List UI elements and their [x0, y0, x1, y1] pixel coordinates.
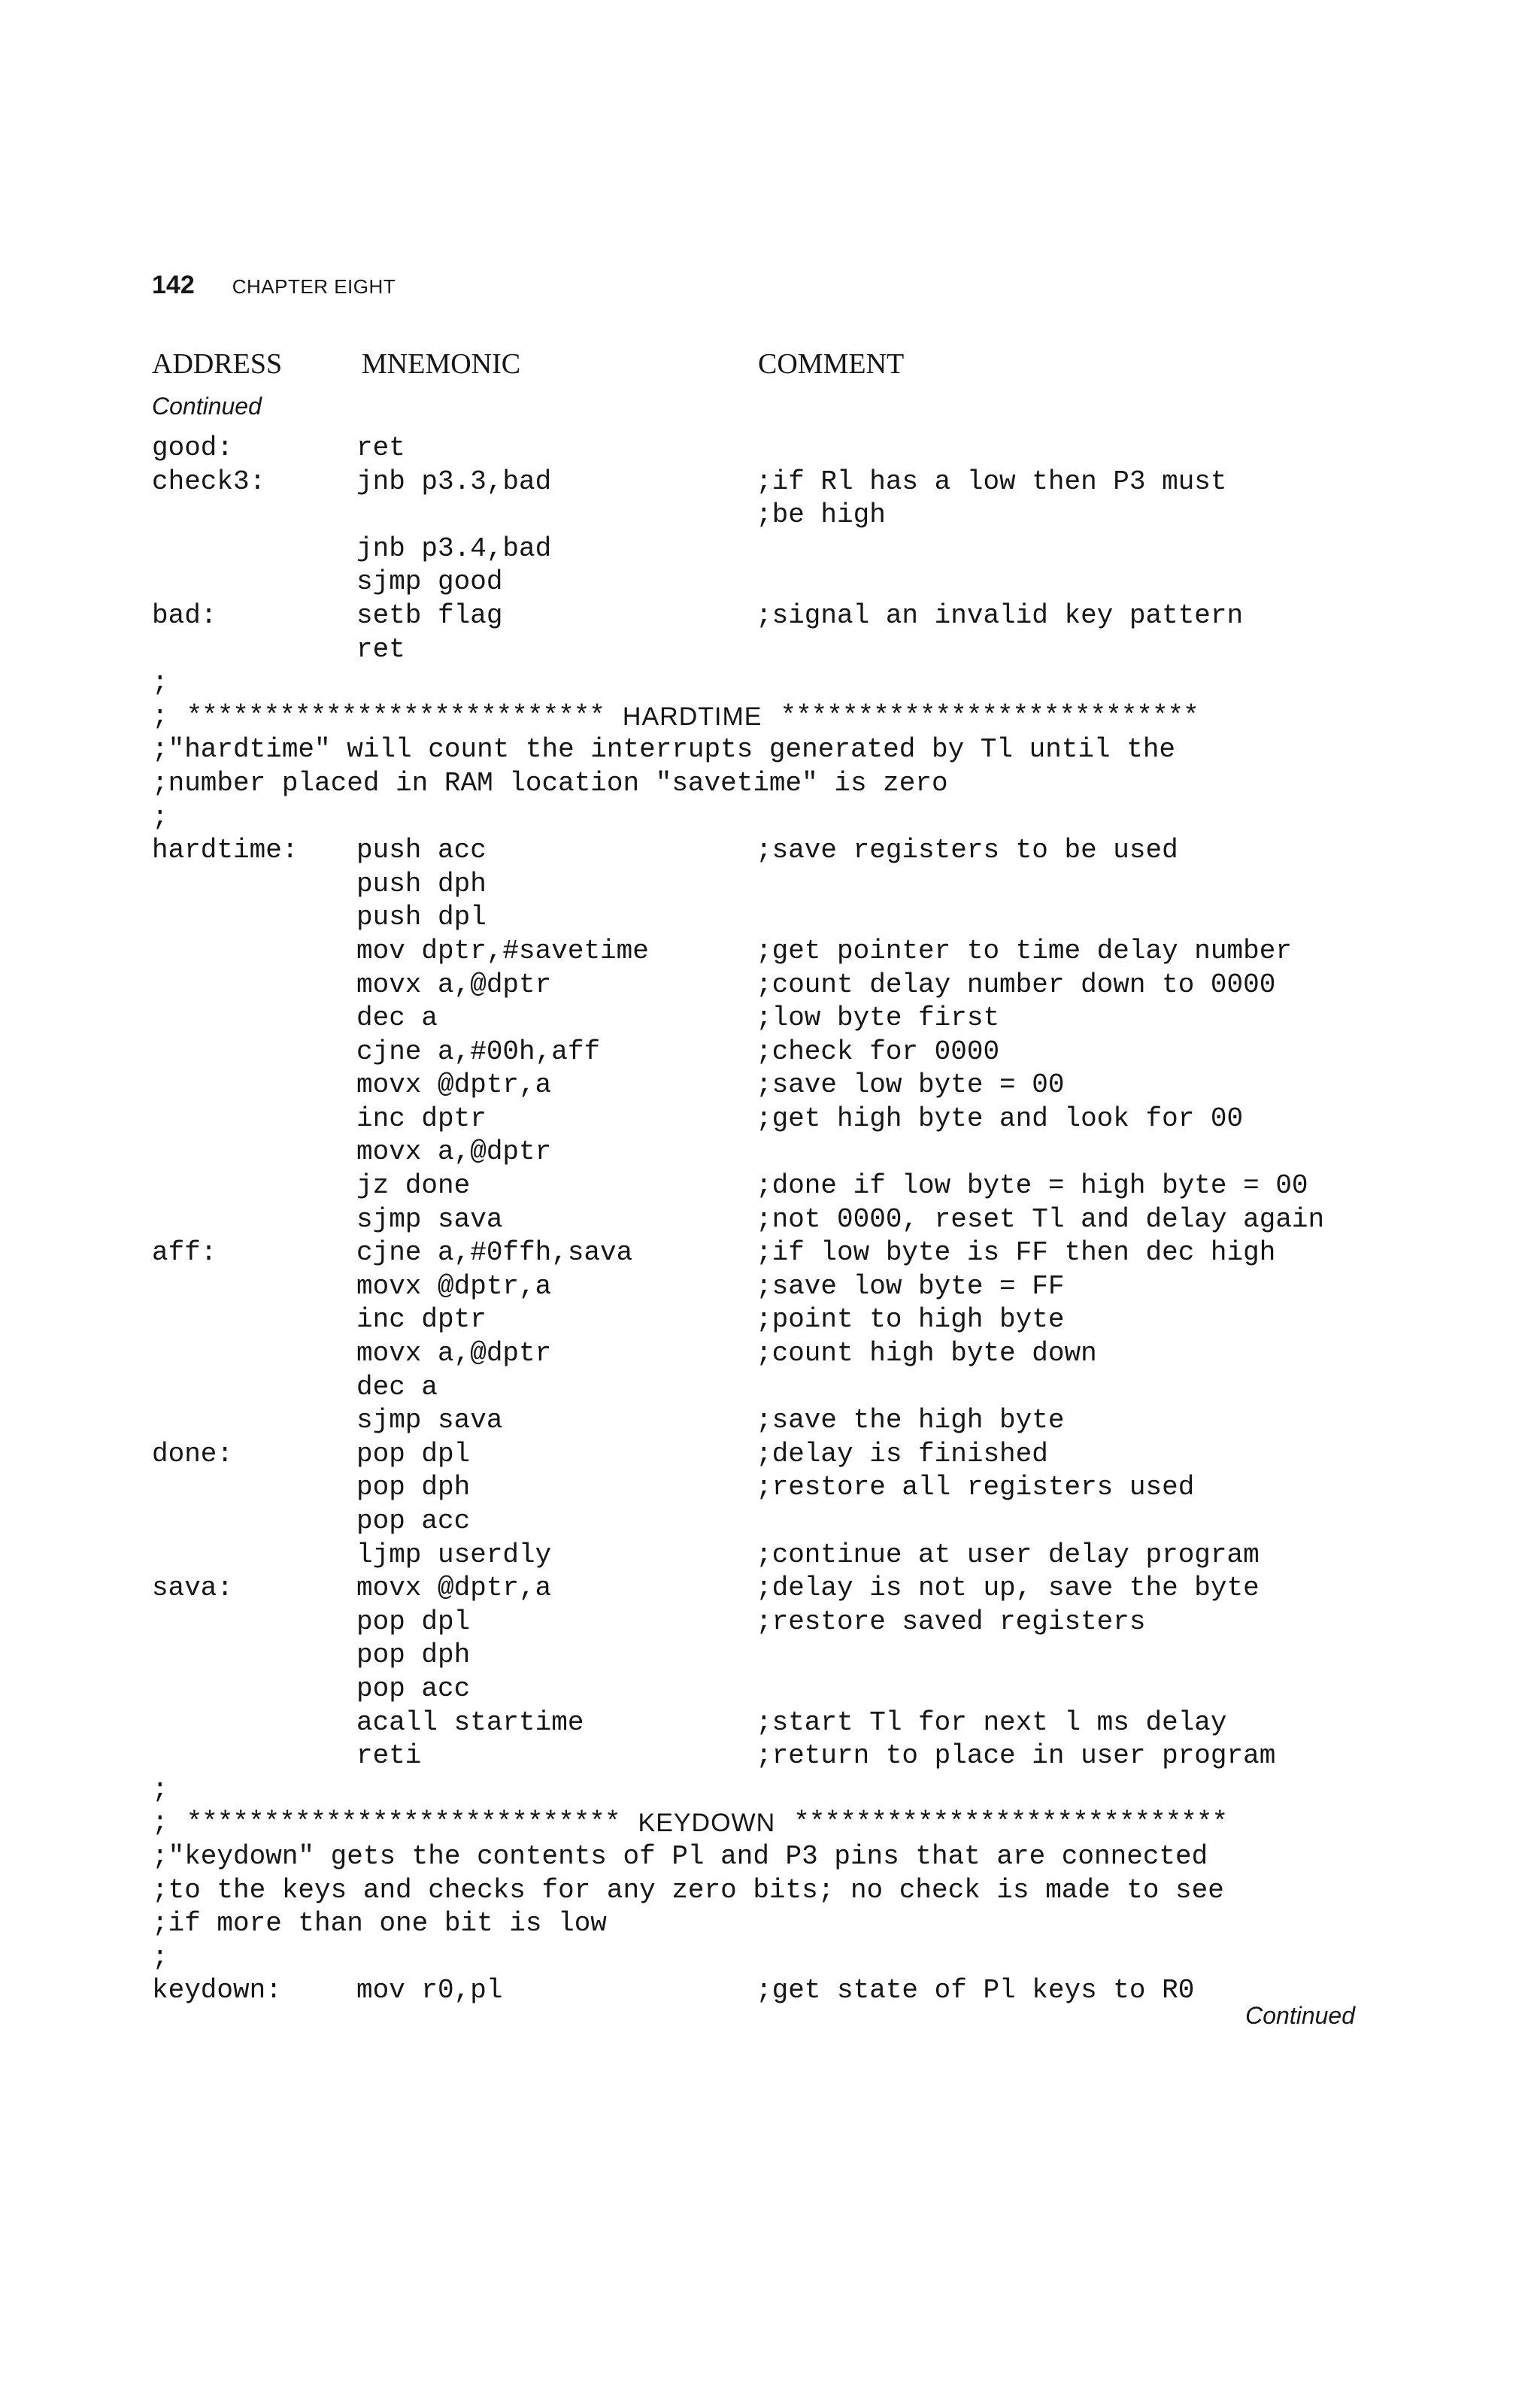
- code-line: [152, 1673, 1385, 1706]
- code-line: [152, 733, 1385, 767]
- code-comment: ;low byte first: [756, 1002, 1000, 1034]
- code-comment: ;signal an invalid key pattern: [756, 599, 1244, 631]
- code-line: [152, 1036, 1385, 1069]
- code-line: [152, 969, 1385, 1002]
- chapter-title: CHAPTER EIGHT: [232, 275, 396, 298]
- code-line: [152, 1974, 1385, 2008]
- code-label: good:: [152, 432, 234, 463]
- code-line: [152, 1270, 1385, 1304]
- code-line: [152, 1806, 1385, 1840]
- code-line: [152, 801, 1385, 835]
- code-line: [152, 1371, 1385, 1405]
- column-header-comment: COMMENT: [758, 348, 905, 380]
- code-line: [152, 1203, 1385, 1237]
- code-line: [152, 1639, 1385, 1673]
- code-mnemonic: pop acc: [356, 1673, 471, 1704]
- code-line: [152, 1706, 1385, 1740]
- code-line: [152, 1539, 1385, 1573]
- comment-line: ;: [152, 1773, 168, 1805]
- code-comment: ;delay is not up, save the byte: [756, 1573, 1260, 1604]
- code-line: [152, 1907, 1385, 1941]
- code-mnemonic: reti: [356, 1740, 422, 1772]
- section-title: HARDTIME: [622, 702, 762, 731]
- code-line: [152, 432, 1385, 466]
- code-mnemonic: inc dptr: [356, 1102, 487, 1134]
- code-line: [152, 466, 1385, 499]
- code-comment: ;return to place in user program: [756, 1740, 1276, 1772]
- code-mnemonic: cjne a,#00h,aff: [356, 1036, 601, 1067]
- code-line: [152, 1739, 1385, 1773]
- code-line: [152, 1572, 1385, 1606]
- comment-line: ;: [152, 1941, 168, 1973]
- code-mnemonic: movx a,@dptr: [356, 1136, 552, 1168]
- page-header: [152, 271, 396, 304]
- code-line: [152, 566, 1385, 599]
- code-mnemonic: movx @dptr,a: [356, 1270, 552, 1302]
- code-comment: ;point to high byte: [756, 1304, 1065, 1336]
- code-mnemonic: ret: [356, 432, 405, 463]
- code-comment: ;count high byte down: [756, 1338, 1097, 1369]
- comment-line: ;: [152, 667, 168, 699]
- code-mnemonic: movx a,@dptr: [356, 969, 552, 1000]
- code-mnemonic: pop dpl: [356, 1438, 471, 1469]
- code-label: check3:: [152, 466, 266, 497]
- code-line: [152, 633, 1385, 667]
- code-comment: ;delay is finished: [756, 1438, 1048, 1469]
- code-comment: ;get state of Pl keys to R0: [756, 1975, 1195, 2006]
- code-comment: ;save the high byte: [756, 1405, 1065, 1436]
- code-mnemonic: sjmp good: [356, 566, 503, 598]
- code-line: [152, 767, 1385, 801]
- code-mnemonic: dec a: [356, 1371, 438, 1403]
- code-comment: ;count delay number down to 0000: [756, 969, 1276, 1000]
- continued-label-top: Continued: [152, 393, 262, 420]
- code-line: [152, 1236, 1385, 1270]
- comment-line: ;if more than one bit is low: [152, 1908, 607, 1940]
- code-line: [152, 499, 1385, 532]
- comment-line: ;number placed in RAM location "savetime" is zero: [152, 767, 948, 799]
- code-comment: ;save registers to be used: [756, 835, 1178, 866]
- code-line: [152, 599, 1385, 633]
- code-mnemonic: inc dptr: [356, 1304, 487, 1336]
- code-line: [152, 868, 1385, 902]
- code-mnemonic: push acc: [356, 835, 487, 866]
- code-line: [152, 1840, 1385, 1874]
- code-line: [152, 834, 1385, 868]
- code-mnemonic: movx @dptr,a: [356, 1069, 552, 1101]
- code-comment: ;done if low byte = high byte = 00: [756, 1170, 1308, 1202]
- code-mnemonic: acall startime: [356, 1706, 584, 1738]
- comment-line: ;: [152, 801, 168, 833]
- code-line: [152, 1874, 1385, 1908]
- comment-line: ;"hardtime" will count the interrupts generated by Tl until the: [152, 734, 1176, 766]
- code-line: [152, 1303, 1385, 1337]
- column-header-address: ADDRESS: [152, 348, 283, 380]
- code-line: [152, 1136, 1385, 1169]
- code-line: [152, 1337, 1385, 1371]
- code-line: [152, 700, 1385, 734]
- code-line: [152, 1471, 1385, 1505]
- code-line: [152, 1002, 1385, 1036]
- code-label: sava:: [152, 1573, 234, 1604]
- code-mnemonic: cjne a,#0ffh,sava: [356, 1237, 633, 1269]
- code-line: [152, 1069, 1385, 1102]
- code-label: keydown:: [152, 1975, 282, 2006]
- code-mnemonic: dec a: [356, 1002, 438, 1034]
- comment-line: ;"keydown" gets the contents of Pl and P3 pins that are connected: [152, 1840, 1208, 1872]
- code-mnemonic: sjmp sava: [356, 1405, 503, 1436]
- code-comment: ;get high byte and look for 00: [756, 1102, 1244, 1134]
- column-header-mnemonic: MNEMONIC: [362, 348, 521, 380]
- code-line: [152, 901, 1385, 935]
- code-line: [152, 1102, 1385, 1136]
- code-comment: ;save low byte = FF: [756, 1270, 1065, 1302]
- code-comment: ;get pointer to time delay number: [756, 935, 1292, 966]
- code-line: [152, 532, 1385, 566]
- code-comment: ;if Rl has a low then P3 must: [756, 466, 1227, 497]
- code-label: aff:: [152, 1237, 217, 1269]
- code-line: [152, 1438, 1385, 1472]
- code-mnemonic: pop dpl: [356, 1606, 471, 1637]
- code-mnemonic: movx @dptr,a: [356, 1573, 552, 1604]
- code-comment: ;start Tl for next l ms delay: [756, 1706, 1227, 1738]
- separator-stars-right: ****************************: [793, 1807, 1228, 1839]
- code-mnemonic: sjmp sava: [356, 1203, 503, 1235]
- code-listing: [152, 432, 1385, 2008]
- code-comment: ;restore saved registers: [756, 1606, 1146, 1637]
- code-label: hardtime:: [152, 835, 299, 866]
- section-separator-semicolon: ;: [152, 700, 168, 732]
- separator-stars-left: ****************************: [186, 1807, 620, 1839]
- code-comment: ;not 0000, reset Tl and delay again: [756, 1203, 1325, 1235]
- code-label: done:: [152, 1438, 234, 1469]
- code-line: [152, 1404, 1385, 1438]
- code-label: bad:: [152, 599, 217, 631]
- section-separator-semicolon: ;: [152, 1807, 168, 1839]
- code-mnemonic: setb flag: [356, 599, 503, 631]
- code-comment: ;if low byte is FF then dec high: [756, 1237, 1276, 1269]
- code-mnemonic: mov dptr,#savetime: [356, 935, 649, 966]
- page-number: 142: [152, 271, 195, 299]
- separator-stars-left: ***************************: [186, 700, 605, 732]
- code-mnemonic: push dph: [356, 868, 487, 899]
- code-line: [152, 1505, 1385, 1539]
- code-comment: ;save low byte = 00: [756, 1069, 1065, 1101]
- continued-label-bottom: Continued: [1245, 2002, 1355, 2029]
- code-comment: ;restore all registers used: [756, 1472, 1195, 1503]
- code-line: [152, 935, 1385, 969]
- code-mnemonic: pop dph: [356, 1472, 471, 1503]
- code-line: [152, 666, 1385, 700]
- code-comment: ;continue at user delay program: [756, 1539, 1260, 1570]
- code-mnemonic: movx a,@dptr: [356, 1338, 552, 1369]
- code-mnemonic: pop dph: [356, 1639, 471, 1671]
- separator-stars-right: ***************************: [780, 700, 1199, 732]
- code-line: [152, 1941, 1385, 1975]
- code-mnemonic: mov r0,pl: [356, 1975, 503, 2006]
- code-mnemonic: jz done: [356, 1170, 471, 1202]
- code-mnemonic: jnb p3.4,bad: [356, 532, 552, 564]
- code-comment: ;be high: [756, 499, 886, 531]
- code-line: [152, 1606, 1385, 1639]
- code-mnemonic: jnb p3.3,bad: [356, 466, 552, 497]
- code-mnemonic: pop acc: [356, 1506, 471, 1536]
- code-comment: ;check for 0000: [756, 1036, 1000, 1067]
- comment-line: ;to the keys and checks for any zero bits; no check is made to see: [152, 1874, 1224, 1906]
- section-title: KEYDOWN: [638, 1809, 776, 1838]
- code-mnemonic: ret: [356, 633, 405, 665]
- code-mnemonic: ljmp userdly: [356, 1539, 552, 1570]
- code-line: [152, 1169, 1385, 1203]
- code-mnemonic: push dpl: [356, 902, 487, 933]
- code-line: [152, 1773, 1385, 1807]
